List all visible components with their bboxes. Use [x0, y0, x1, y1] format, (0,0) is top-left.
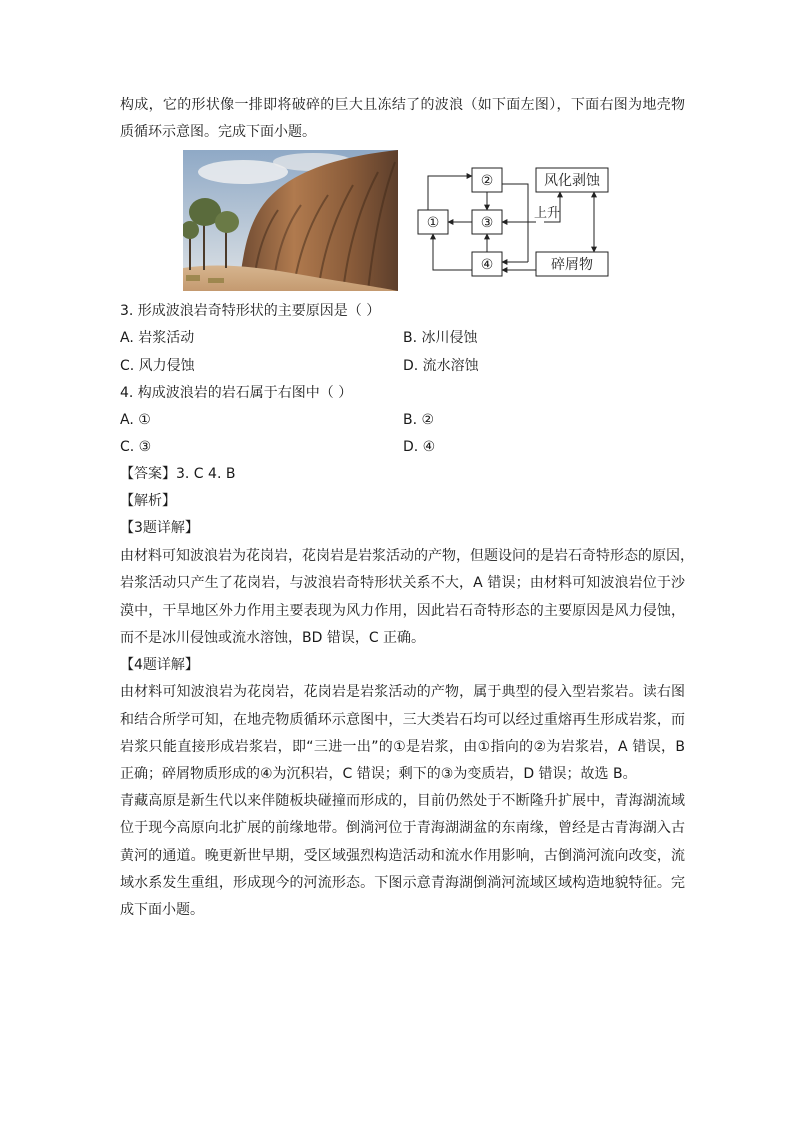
material-line-3: 黄河的通道。晚更新世早期，受区域强烈构造活动和流水作用影响，古倒淌河流向改变，流 [120, 848, 685, 864]
q3-detail-line-3: 漠中，干旱地区外力作用主要表现为风力作用，因此岩石奇特形态的主要原因是风力侵蚀， [120, 603, 685, 619]
q4-stem: 4. 构成波浪岩的岩石属于右图中（ ） [120, 385, 353, 401]
intro-line-1: 构成，它的形状像一排即将破碎的巨大且冻结了的波浪（如下面左图），下面右图为地壳物 [120, 97, 685, 113]
debris-label: 碎屑物 [551, 257, 593, 273]
answer-line: 【答案】3. C 4. B [120, 466, 236, 482]
analysis-title: 【解析】 [120, 493, 176, 509]
q3-stem: 3. 形成波浪岩奇特形状的主要原因是（ ） [120, 303, 381, 319]
weathering-label: 风化剥蚀 [544, 173, 600, 189]
material-line-5: 成下面小题。 [120, 902, 204, 918]
q3-detail-title: 【3题详解】 [120, 520, 199, 536]
wave-rock-photo [183, 150, 398, 291]
q3-detail-line-2: 岩浆活动只产生了花岗岩，与波浪岩奇特形状关系不大，A 错误；由材料可知波浪岩位于沙 [120, 575, 685, 591]
uplift-line [502, 184, 528, 262]
node-4-label: ④ [480, 257, 494, 273]
intro-line-2: 质循环示意图。完成下面小题。 [120, 124, 316, 140]
q3-option-b: B. 冰川侵蚀 [403, 330, 478, 346]
q4-option-c: C. ③ [120, 439, 152, 455]
q4-detail-line-2: 和结合所学可知，在地壳物质循环示意图中，三大类岩石均可以经过重熔再生形成岩浆，而 [120, 712, 685, 728]
q4-detail-title: 【4题详解】 [120, 657, 199, 673]
node-2-label: ② [480, 173, 494, 189]
node-1-label: ① [426, 215, 440, 231]
q3-detail-line-1: 由材料可知波浪岩为花岗岩，花岗岩是岩浆活动的产物，但题设问的是岩石奇特形态的原因， [120, 548, 694, 564]
rock-cycle-diagram [410, 160, 620, 285]
q3-option-d: D. 流水溶蚀 [403, 358, 479, 374]
arrow-1-to-2 [428, 176, 472, 210]
q4-detail-line-4: 正确；碎屑物质形成的④为沉积岩，C 错误；剩下的③为变质岩，D 错误；故选 B。 [120, 766, 637, 782]
q4-option-d: D. ④ [403, 439, 436, 455]
uplift-label: 上升 [534, 206, 561, 221]
q4-option-a: A. ① [120, 412, 151, 428]
q4-detail-line-1: 由材料可知波浪岩为花岗岩，花岗岩是岩浆活动的产物，属于典型的侵入型岩浆岩。读右图 [120, 684, 685, 700]
q3-option-c: C. 风力侵蚀 [120, 358, 195, 374]
q4-option-b: B. ② [403, 412, 435, 428]
q4-detail-line-3: 岩浆只能直接形成岩浆岩，即“三进一出”的①是岩浆，由①指向的②为岩浆岩，A 错误，B [120, 739, 685, 755]
q3-detail-line-4: 而不是冰川侵蚀或流水溶蚀，BD 错误，C 正确。 [120, 630, 426, 646]
material-line-1: 青藏高原是新生代以来伴随板块碰撞而形成的，目前仍然处于不断隆升扩展中，青海湖流域 [120, 793, 685, 809]
arrow-4-to-1 [433, 234, 472, 270]
material-line-2: 位于现今高原向北扩展的前缘地带。倒淌河位于青海湖湖盆的东南缘，曾经是古青海湖入古 [120, 820, 685, 836]
node-3-label: ③ [480, 215, 494, 231]
material-line-4: 域水系发生重组，形成现今的河流形态。下图示意青海湖倒淌河流域区域构造地貌特征。完 [120, 875, 685, 891]
q3-option-a: A. 岩浆活动 [120, 330, 195, 346]
